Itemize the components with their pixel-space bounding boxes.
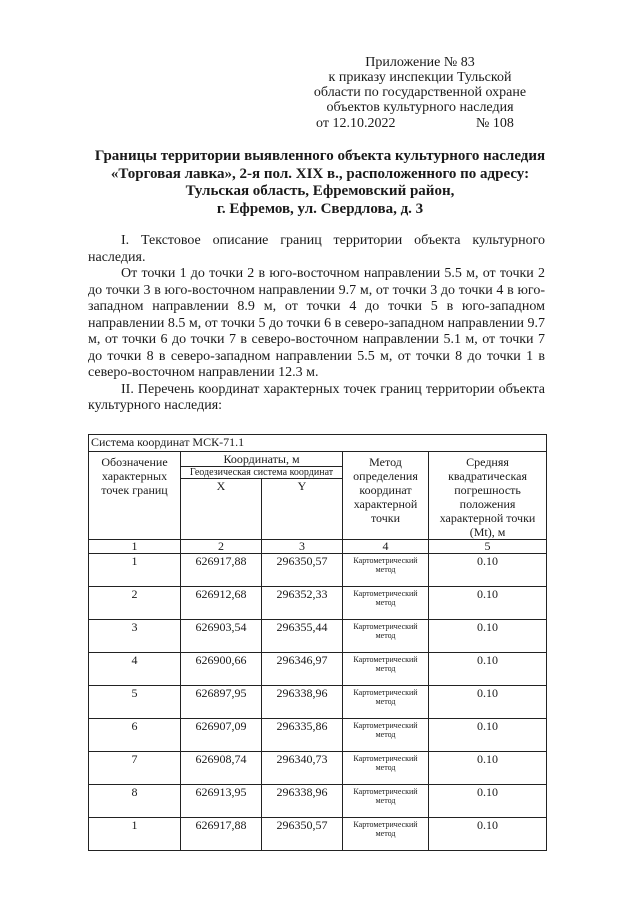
column-number: 2 [181, 540, 262, 554]
error-cell: 0.10 [429, 752, 547, 785]
y-cell: 296338,96 [262, 686, 343, 719]
coordinate-system: Система координат МСК-71.1 [89, 435, 547, 452]
method-cell: Картометрический метод [343, 554, 429, 587]
table-row [89, 620, 547, 653]
method-cell: Картометрический метод [343, 719, 429, 752]
point-cell: 7 [89, 752, 181, 785]
x-cell: 626917,88 [181, 554, 262, 587]
error-cell: 0.10 [429, 587, 547, 620]
coordinates-table [88, 434, 547, 851]
y-cell: 296350,57 [262, 554, 343, 587]
column-number: 1 [89, 540, 181, 554]
point-cell: 1 [89, 554, 181, 587]
order-date-line [316, 116, 521, 132]
header-y: Y [262, 479, 343, 540]
error-cell: 0.10 [429, 686, 547, 719]
method-cell: Картометрический метод [343, 587, 429, 620]
y-cell: 296340,73 [262, 752, 343, 785]
date-prefix: от [316, 116, 329, 131]
column-numbers-row [89, 540, 547, 554]
x-cell: 626903,54 [181, 620, 262, 653]
table-row [89, 587, 547, 620]
error-cell: 0.10 [429, 785, 547, 818]
y-cell: 296350,57 [262, 818, 343, 851]
column-number: 3 [262, 540, 343, 554]
section-1-heading: I. Текстовое описание границ территории объекта культурного наследия. [88, 233, 545, 265]
document-title [70, 148, 570, 218]
y-cell: 296335,86 [262, 719, 343, 752]
point-cell: 6 [89, 719, 181, 752]
point-cell: 4 [89, 653, 181, 686]
error-cell: 0.10 [429, 554, 547, 587]
annex-number: Приложение № 83 [365, 55, 475, 70]
table-row [89, 686, 547, 719]
point-cell: 2 [89, 587, 181, 620]
column-number: 5 [429, 540, 547, 554]
column-number: 4 [343, 540, 429, 554]
x-cell: 626897,95 [181, 686, 262, 719]
header-coordinates: Координаты, м [181, 452, 343, 467]
y-cell: 296338,96 [262, 785, 343, 818]
method-cell: Картометрический метод [343, 686, 429, 719]
annex-order-ref: к приказу инспекции Тульской [328, 70, 512, 85]
title-line-3: Тульская область, Ефремовский район, [185, 183, 455, 199]
table-row [89, 554, 547, 587]
header-method: Метод определения координат характерной точки [343, 452, 429, 540]
error-cell: 0.10 [429, 620, 547, 653]
title-line-2: «Торговая лавка», 2-я пол. XIX в., расположенного по адресу: [110, 165, 530, 182]
y-cell: 296352,33 [262, 587, 343, 620]
method-cell: Картометрический метод [343, 818, 429, 851]
table-row [89, 653, 547, 686]
x-cell: 626900,66 [181, 653, 262, 686]
point-cell: 1 [89, 818, 181, 851]
x-cell: 626917,88 [181, 818, 262, 851]
header-x: X [181, 479, 262, 540]
point-cell: 5 [89, 686, 181, 719]
y-cell: 296346,97 [262, 653, 343, 686]
x-cell: 626912,68 [181, 587, 262, 620]
y-cell: 296355,44 [262, 620, 343, 653]
title-line-1: Границы территории выявленного объекта культурного наследия [94, 148, 546, 164]
error-cell: 0.10 [429, 818, 547, 851]
section-1-description: От точки 1 до точки 2 в юго-восточном направлении 5.5 м, от точки 2 до точки 3 в юго-восточном направлении 9.7 м, от точки 3 до точки 4 в юго-западном направлении 8.9 м, от точки 4 до точки 5 в юго-западном направлении 8.5 м, от точки 5 до точки 6 в северо-западном направлении 9.7 м, от точки 6 до точки 7 в северо-восточном направлении 5.1 м, от точки 7 до точки 8 в северо-западном направлении 5.5 м, от точки 8 до точки 1 в северо-восточном направлении 12.3 м. [88, 266, 545, 380]
method-cell: Картометрический метод [343, 752, 429, 785]
error-cell: 0.10 [429, 719, 547, 752]
method-cell: Картометрический метод [343, 785, 429, 818]
point-cell: 3 [89, 620, 181, 653]
table-row [89, 818, 547, 851]
method-cell: Картометрический метод [343, 653, 429, 686]
section-2-heading: II. Перечень координат характерных точек границ территории объекта культурного наследия: [88, 381, 545, 413]
table-row [89, 785, 547, 818]
annex-authority-cont: объектов культурного наследия [326, 100, 514, 115]
table-row [89, 752, 547, 785]
method-cell: Картометрический метод [343, 620, 429, 653]
body-text [88, 233, 545, 415]
annex-block [300, 55, 540, 115]
error-cell: 0.10 [429, 653, 547, 686]
x-cell: 626907,09 [181, 719, 262, 752]
coordinates-rows [89, 554, 547, 851]
annex-authority: области по государственной охране [313, 85, 527, 100]
x-cell: 626913,95 [181, 785, 262, 818]
order-date: 12.10.2022 [332, 116, 396, 131]
table-row [89, 719, 547, 752]
header-geodetic-system: Геодезическая система координат [181, 467, 343, 479]
header-error: Средняя квадратическая погрешность положения характерной точки (Mt), м [429, 452, 547, 540]
point-cell: 8 [89, 785, 181, 818]
order-number: № 108 [476, 116, 514, 131]
x-cell: 626908,74 [181, 752, 262, 785]
title-line-4: г. Ефремов, ул. Свердлова, д. 3 [216, 200, 424, 217]
header-point: Обозначение характерных точек границ [89, 452, 181, 540]
